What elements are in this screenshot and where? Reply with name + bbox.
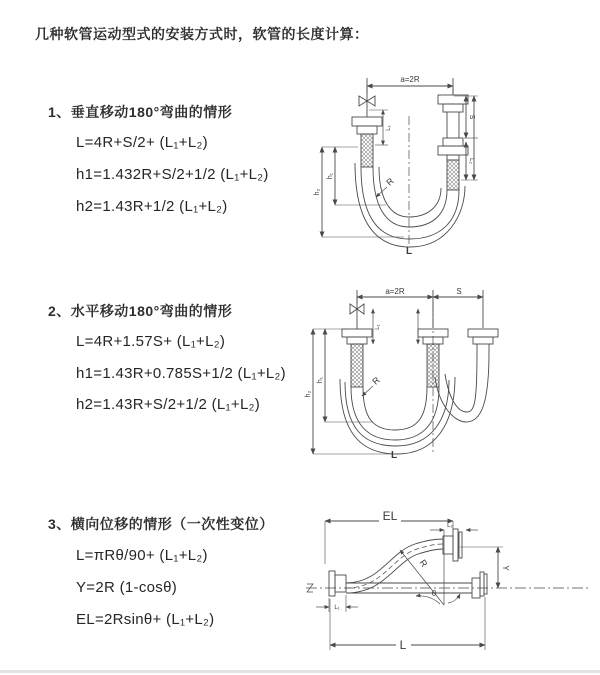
- dim-label-l2: L₂: [468, 158, 474, 164]
- dim-label-h2: h₂: [314, 188, 321, 196]
- dim-label-y: Y: [501, 565, 510, 571]
- dim-label-r: R: [370, 374, 382, 387]
- dim-label-s: S: [468, 114, 475, 120]
- diagram-lateral-displacement: [300, 502, 595, 664]
- braided-hose-section: [361, 134, 373, 167]
- section-3-formula-y: Y=2R (1-cosθ): [76, 579, 178, 596]
- dim-label-l: L: [390, 450, 398, 460]
- dim-label-l: L: [405, 246, 413, 257]
- section-1-formula-h1: h1=1.432R+S/2+1/2 (L₁+L₂): [76, 166, 269, 183]
- dim-label-l2: L₂: [447, 523, 453, 529]
- angle-label-theta: θ: [431, 589, 437, 598]
- section-1-formula-h2: h2=1.43R+1/2 (L₁+L₂): [76, 198, 228, 215]
- dim-label-r: R: [384, 175, 396, 188]
- section-1-formula-l: L=4R+S/2+ (L₁+L₂): [76, 134, 208, 151]
- section-1-heading: 1、垂直移动180°弯曲的情形: [48, 104, 233, 120]
- dim-label-l: L: [399, 638, 407, 652]
- section-2-heading: 2、水平移动180°弯曲的情形: [48, 303, 233, 319]
- section-3-formula-el: EL=2Rsinθ+ (L₁+L₂): [76, 611, 215, 628]
- dim-label-el: EL: [382, 509, 398, 523]
- braided-hose-section: [351, 344, 363, 387]
- dim-label-a2r: a=2R: [385, 287, 405, 296]
- braided-hose-section: [447, 160, 459, 190]
- dim-label-h1: h₁: [327, 172, 334, 180]
- dim-label-h1: h₁: [317, 376, 324, 384]
- dim-label-l1: L₁: [334, 605, 340, 611]
- dim-label-l1: L₁: [375, 324, 381, 330]
- section-2-formula-h1: h1=1.43R+0.785S+1/2 (L₁+L₂): [76, 365, 286, 382]
- section-2-formula-h2: h2=1.43R+S/2+1/2 (L₁+L₂): [76, 396, 261, 413]
- dim-label-r: R: [417, 557, 430, 569]
- diagram-horizontal-180-bend: [303, 282, 595, 460]
- section-3-formula-l: L=πRθ/90+ (L₁+L₂): [76, 547, 208, 564]
- dim-label-s: S: [456, 287, 462, 296]
- diagram-vertical-180-bend: [306, 68, 591, 263]
- dim-label-a2r: a=2R: [400, 75, 420, 84]
- dim-label-h2: h₂: [305, 390, 312, 398]
- section-2-formula-l: L=4R+1.57S+ (L₁+L₂): [76, 333, 226, 350]
- page-bottom-edge: [0, 670, 600, 673]
- dim-label-l1: L₁: [386, 125, 392, 131]
- page-title: 几种软管运动型式的安装方式时，软管的长度计算：: [35, 26, 369, 42]
- section-3-heading: 3、横向位移的情形（一次性变位）: [48, 516, 274, 532]
